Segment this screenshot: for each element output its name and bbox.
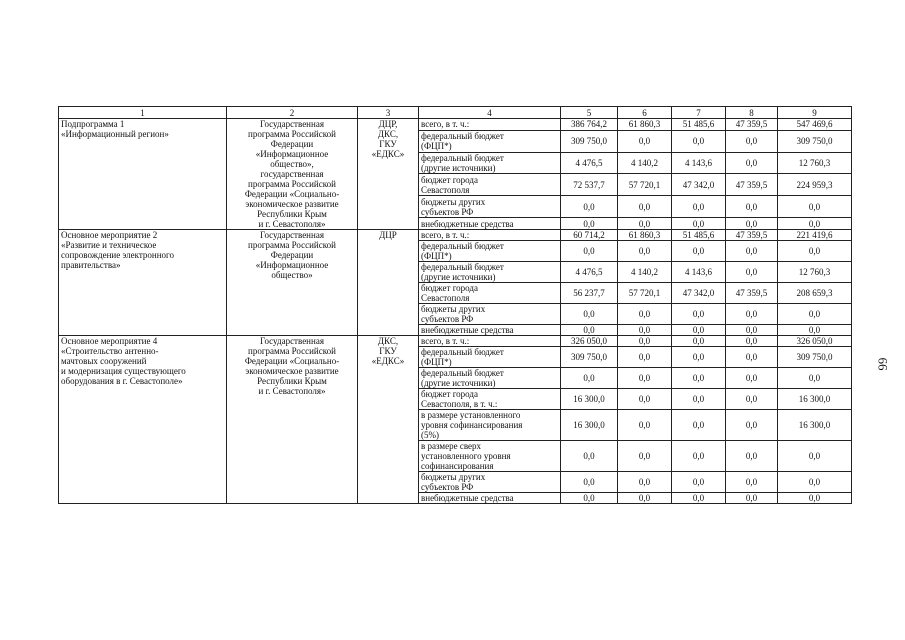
table-row: [59, 230, 852, 241]
text-line: федеральный бюджет: [421, 347, 504, 357]
text-line: «Информационный регион»: [61, 129, 169, 139]
text-line: бюджет города: [421, 174, 478, 185]
amount-cell: 0,0: [561, 325, 618, 336]
text-line: федеральный бюджет: [421, 368, 504, 378]
text-line: (другие источники): [421, 162, 496, 173]
amount-cell: 0,0: [726, 152, 778, 174]
funding-source-cell: [419, 410, 561, 441]
text-line: всего, в т. ч.:: [421, 119, 470, 130]
amount-cell: 0,0: [561, 441, 618, 472]
text-line: экономическое развитие: [245, 199, 339, 209]
amount-cell: 309 750,0: [778, 130, 852, 152]
table-row: [59, 336, 852, 347]
amount-cell: 0,0: [726, 410, 778, 441]
executor-cell: [358, 230, 419, 336]
amount-cell: 0,0: [778, 196, 852, 218]
amount-cell: 61 860,3: [618, 119, 672, 131]
amount-cell: 0,0: [672, 336, 726, 347]
text-line: субъектов РФ: [421, 206, 474, 217]
text-line: общество»: [271, 270, 313, 280]
column-header: 3: [358, 107, 419, 119]
amount-cell: 0,0: [672, 389, 726, 410]
funding-source-cell: [419, 336, 561, 347]
state-program-cell: [227, 230, 358, 336]
funding-source-cell: [419, 368, 561, 389]
text-line: «Информационное: [255, 149, 329, 159]
funding-source-cell: [419, 230, 561, 241]
amount-cell: 51 485,6: [672, 119, 726, 131]
funding-source-cell: [419, 472, 561, 493]
text-line: программа Российской: [248, 346, 336, 356]
amount-cell: 0,0: [618, 130, 672, 152]
text-line: (ФЦП*): [421, 251, 452, 261]
amount-cell: 0,0: [618, 336, 672, 347]
amount-cell: 0,0: [561, 196, 618, 218]
amount-cell: 309 750,0: [778, 347, 852, 368]
amount-cell: 0,0: [726, 493, 778, 504]
text-line: ДКС,: [377, 336, 399, 346]
text-line: Основное мероприятие 2: [61, 230, 158, 240]
amount-cell: 12 760,3: [778, 152, 852, 174]
amount-cell: 0,0: [778, 241, 852, 262]
text-line: Подпрограмма 1: [61, 119, 125, 129]
funding-source-cell: [419, 196, 561, 218]
amount-cell: 16 300,0: [778, 389, 852, 410]
amount-cell: 4 143,6: [672, 152, 726, 174]
amount-cell: 0,0: [672, 218, 726, 230]
text-line: ГКУ: [379, 346, 397, 356]
text-line: (5%): [421, 430, 439, 440]
amount-cell: 0,0: [618, 241, 672, 262]
text-line: и г. Севастополя»: [258, 386, 326, 396]
amount-cell: 47 359,5: [726, 283, 778, 304]
text-line: оборудования в г. Севастополе»: [61, 376, 183, 386]
amount-cell: 0,0: [561, 368, 618, 389]
amount-cell: 326 050,0: [561, 336, 618, 347]
amount-cell: 0,0: [726, 336, 778, 347]
amount-cell: 0,0: [618, 218, 672, 230]
amount-cell: 0,0: [672, 325, 726, 336]
amount-cell: 0,0: [618, 304, 672, 325]
amount-cell: 0,0: [726, 241, 778, 262]
amount-cell: 47 359,5: [726, 174, 778, 196]
text-line: бюджеты других: [421, 196, 486, 207]
text-line: Государственная: [260, 230, 324, 240]
text-line: федеральный бюджет: [421, 241, 504, 251]
amount-cell: 0,0: [726, 262, 778, 283]
amount-cell: 326 050,0: [778, 336, 852, 347]
amount-cell: 0,0: [618, 441, 672, 472]
text-line: внебюджетные средства: [421, 325, 514, 335]
amount-cell: 0,0: [618, 410, 672, 441]
amount-cell: 221 419,6: [778, 230, 852, 241]
text-line: Севастополя: [421, 293, 470, 303]
text-line: внебюджетные средства: [421, 218, 514, 229]
amount-cell: 47 359,5: [726, 230, 778, 241]
amount-cell: 224 959,3: [778, 174, 852, 196]
amount-cell: 0,0: [618, 493, 672, 504]
text-line: программа Российской: [248, 129, 336, 139]
amount-cell: 47 342,0: [672, 283, 726, 304]
amount-cell: 4 476,5: [561, 152, 618, 174]
text-line: «ЕДКС»: [371, 149, 405, 159]
amount-cell: 16 300,0: [778, 410, 852, 441]
column-header: 4: [419, 107, 561, 119]
amount-cell: 47 342,0: [672, 174, 726, 196]
text-line: общество»,: [270, 159, 314, 169]
header-row: [59, 107, 852, 119]
amount-cell: 309 750,0: [561, 130, 618, 152]
amount-cell: 12 760,3: [778, 262, 852, 283]
amount-cell: 0,0: [672, 241, 726, 262]
amount-cell: 0,0: [778, 368, 852, 389]
text-line: ДЦР: [379, 230, 397, 240]
funding-source-cell: [419, 389, 561, 410]
amount-cell: 0,0: [561, 493, 618, 504]
text-line: (ФЦП*): [421, 357, 452, 367]
funding-source-cell: [419, 283, 561, 304]
text-line: Государственная: [260, 336, 324, 346]
text-line: Республики Крым: [257, 209, 327, 219]
amount-cell: 0,0: [726, 389, 778, 410]
amount-cell: 4 140,2: [618, 152, 672, 174]
text-line: сопровождение электронного: [61, 250, 175, 260]
text-line: экономическое развитие: [245, 366, 339, 376]
text-line: установленного уровня: [421, 451, 511, 461]
amount-cell: 0,0: [672, 493, 726, 504]
text-line: Федерации «Социально-: [244, 356, 340, 366]
amount-cell: 61 860,3: [618, 230, 672, 241]
amount-cell: 0,0: [618, 389, 672, 410]
text-line: уровня софинансирования: [421, 420, 523, 430]
amount-cell: 16 300,0: [561, 389, 618, 410]
text-line: Севастополя, в т. ч.:: [421, 399, 498, 409]
amount-cell: 60 714,2: [561, 230, 618, 241]
amount-cell: 4 476,5: [561, 262, 618, 283]
funding-source-cell: [419, 174, 561, 196]
column-header: 7: [672, 107, 726, 119]
funding-source-cell: [419, 241, 561, 262]
amount-cell: 0,0: [618, 368, 672, 389]
amount-cell: 0,0: [618, 325, 672, 336]
text-line: Государственная: [260, 119, 324, 129]
text-line: субъектов РФ: [421, 314, 474, 324]
state-program-cell: [227, 336, 358, 504]
text-line: (другие источники): [421, 378, 496, 388]
text-line: «Развитие и техническое: [61, 240, 157, 250]
text-line: бюджет города: [421, 389, 478, 399]
text-line: Республики Крым: [257, 376, 327, 386]
text-line: федеральный бюджет: [421, 152, 504, 163]
funding-source-cell: [419, 441, 561, 472]
table-row: [59, 119, 852, 131]
amount-cell: 0,0: [561, 304, 618, 325]
page-number: 66: [875, 357, 891, 371]
program-name-cell: [59, 336, 227, 504]
executor-cell: [358, 336, 419, 504]
text-line: Севастополя: [421, 184, 470, 195]
amount-cell: 386 764,2: [561, 119, 618, 131]
amount-cell: 208 659,3: [778, 283, 852, 304]
text-line: в размере сверх: [421, 441, 482, 451]
column-header: 8: [726, 107, 778, 119]
amount-cell: 4 140,2: [618, 262, 672, 283]
text-line: (другие источники): [421, 272, 496, 282]
text-line: и модернизация существующего: [61, 366, 186, 376]
amount-cell: 309 750,0: [561, 347, 618, 368]
amount-cell: 0,0: [726, 472, 778, 493]
amount-cell: 0,0: [561, 218, 618, 230]
amount-cell: 16 300,0: [561, 410, 618, 441]
amount-cell: 57 720,1: [618, 174, 672, 196]
text-line: внебюджетные средства: [421, 493, 514, 503]
text-line: ДКС,: [377, 129, 399, 139]
text-line: ДЦР,: [378, 119, 398, 129]
column-header: 9: [778, 107, 852, 119]
text-line: бюджет города: [421, 283, 478, 293]
text-line: ГКУ: [379, 139, 397, 149]
program-name-cell: [59, 230, 227, 336]
text-line: бюджеты других: [421, 304, 486, 314]
text-line: программа Российской: [248, 179, 336, 189]
funding-source-cell: [419, 304, 561, 325]
funding-source-cell: [419, 493, 561, 504]
amount-cell: 0,0: [778, 472, 852, 493]
text-line: государственная: [260, 169, 324, 179]
text-line: софинансирования: [421, 461, 494, 471]
text-line: федеральный бюджет: [421, 262, 504, 272]
funding-source-cell: [419, 119, 561, 131]
amount-cell: 0,0: [726, 441, 778, 472]
budget-table: [58, 106, 852, 504]
amount-cell: 0,0: [778, 493, 852, 504]
text-line: федеральный бюджет: [421, 131, 504, 141]
amount-cell: 0,0: [672, 347, 726, 368]
text-line: и г. Севастополя»: [258, 219, 326, 229]
text-line: субъектов РФ: [421, 482, 474, 492]
amount-cell: 0,0: [778, 218, 852, 230]
executor-cell: [358, 119, 419, 230]
text-line: мачтовых сооружений: [61, 356, 147, 366]
text-line: бюджеты других: [421, 472, 486, 482]
text-line: в размере установленного: [421, 410, 521, 420]
amount-cell: 0,0: [778, 325, 852, 336]
amount-cell: 0,0: [726, 368, 778, 389]
amount-cell: 56 237,7: [561, 283, 618, 304]
amount-cell: 547 469,6: [778, 119, 852, 131]
amount-cell: 0,0: [672, 368, 726, 389]
state-program-cell: [227, 119, 358, 230]
funding-source-cell: [419, 218, 561, 230]
amount-cell: 0,0: [726, 325, 778, 336]
text-line: (ФЦП*): [421, 141, 452, 151]
amount-cell: 0,0: [726, 304, 778, 325]
amount-cell: 0,0: [672, 410, 726, 441]
amount-cell: 57 720,1: [618, 283, 672, 304]
amount-cell: 0,0: [561, 241, 618, 262]
text-line: «Информационное: [255, 260, 329, 270]
funding-source-cell: [419, 347, 561, 368]
amount-cell: 0,0: [618, 347, 672, 368]
text-line: всего, в т. ч.:: [421, 230, 470, 240]
column-header: 1: [59, 107, 227, 119]
amount-cell: 0,0: [618, 472, 672, 493]
text-line: правительства»: [61, 260, 121, 270]
amount-cell: 0,0: [672, 130, 726, 152]
amount-cell: 72 537,7: [561, 174, 618, 196]
amount-cell: 0,0: [726, 347, 778, 368]
amount-cell: 0,0: [778, 304, 852, 325]
program-name-cell: [59, 119, 227, 230]
text-line: Федерации: [270, 139, 314, 149]
amount-cell: 0,0: [672, 472, 726, 493]
text-line: Основное мероприятие 4: [61, 336, 158, 346]
amount-cell: 0,0: [726, 196, 778, 218]
text-line: «Строительство антенно-: [61, 346, 159, 356]
amount-cell: 0,0: [726, 130, 778, 152]
text-line: программа Российской: [248, 240, 336, 250]
funding-source-cell: [419, 262, 561, 283]
amount-cell: 51 485,6: [672, 230, 726, 241]
amount-cell: 47 359,5: [726, 119, 778, 131]
column-header: 5: [561, 107, 618, 119]
amount-cell: 0,0: [726, 218, 778, 230]
text-line: Федерации: [270, 250, 314, 260]
text-line: всего, в т. ч.:: [421, 336, 470, 346]
text-line: «ЕДКС»: [371, 356, 405, 366]
text-line: Федерации «Социально-: [244, 189, 340, 199]
amount-cell: 0,0: [778, 441, 852, 472]
column-header: 2: [227, 107, 358, 119]
amount-cell: 0,0: [672, 196, 726, 218]
funding-source-cell: [419, 325, 561, 336]
amount-cell: 0,0: [672, 304, 726, 325]
funding-source-cell: [419, 152, 561, 174]
amount-cell: 0,0: [561, 472, 618, 493]
amount-cell: 0,0: [672, 441, 726, 472]
amount-cell: 0,0: [618, 196, 672, 218]
funding-source-cell: [419, 130, 561, 152]
amount-cell: 4 143,6: [672, 262, 726, 283]
column-header: 6: [618, 107, 672, 119]
